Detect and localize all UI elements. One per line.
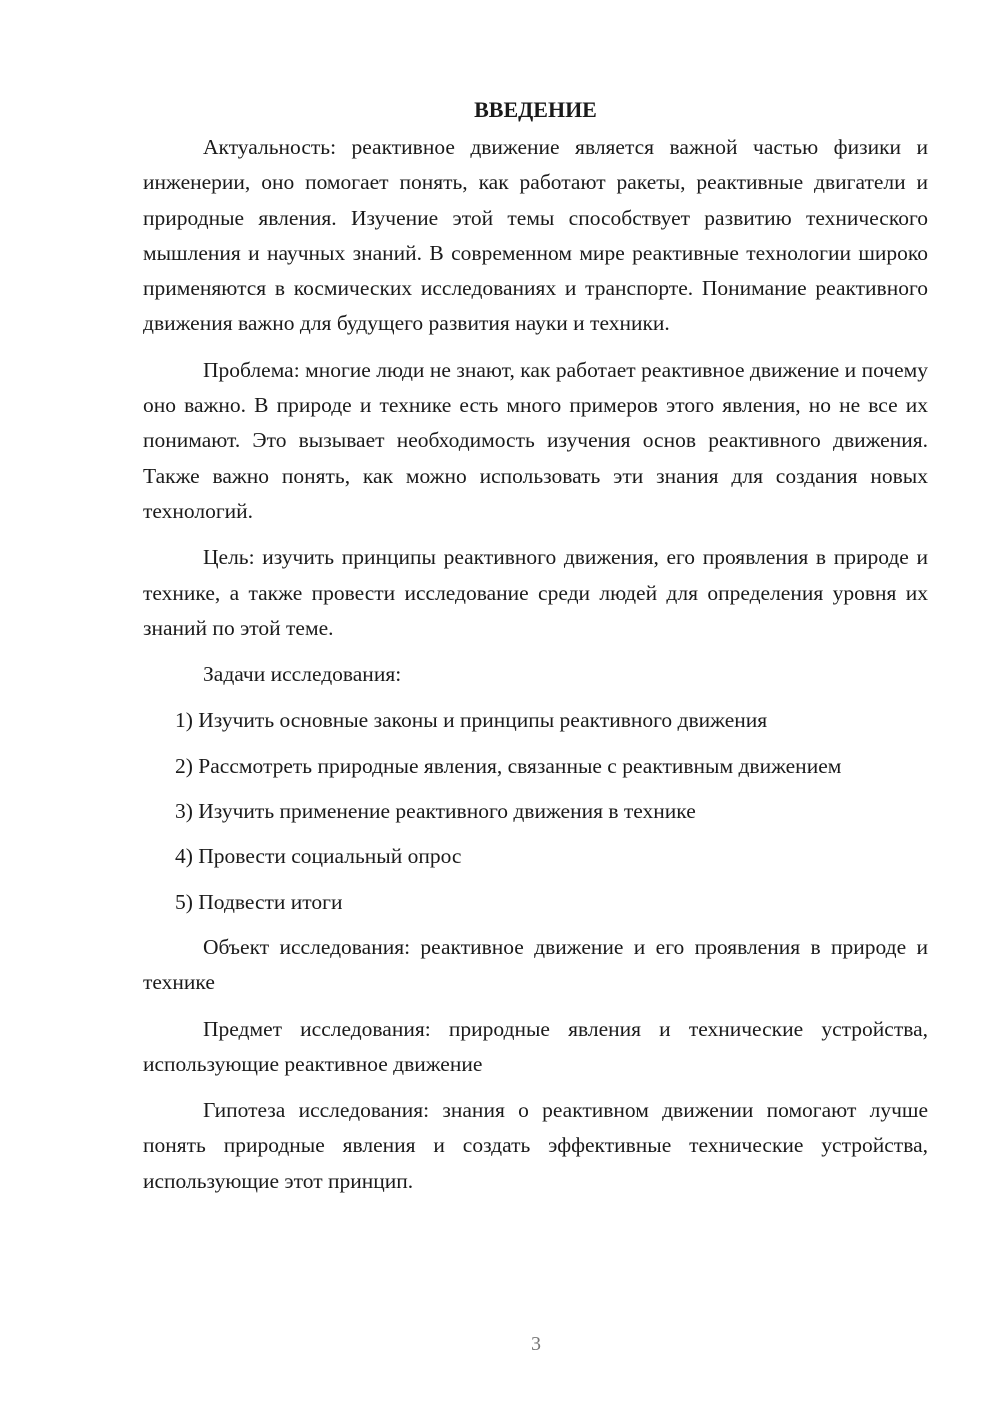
document-body	[143, 92, 928, 1210]
task-item-3: 3) Изучить применение реактивного движения в технике	[175, 799, 696, 824]
task-item-5: 5) Подвести итоги	[175, 889, 343, 914]
task-item-1: 1) Изучить основные законы и принципы реактивного движения	[175, 708, 768, 733]
relevance-paragraph: Актуальность: реактивное движение является важной частью физики и инженерии, оно помогает понять, как работают ракеты, реактивные двигатели и природные явления. Изучение этой темы способствует развитию технического мышления и научных знаний. В современном мире реактивные технологии широко применяются в космических исследованиях и транспорте. Понимание реактивного движения важно для будущего развития науки и техники.	[143, 135, 928, 336]
task-item-2: 2) Рассмотреть природные явления, связанные с реактивным движением	[175, 753, 842, 778]
task-item-4: 4) Провести социальный опрос	[175, 844, 462, 869]
hypothesis-paragraph: Гипотеза исследования: знания о реактивном движении помогают лучше понять природные явления и создать эффективные технические устройства, использующие этот принцип.	[143, 1098, 928, 1193]
object-paragraph: Объект исследования: реактивное движение и его проявления в природе и технике	[143, 934, 928, 995]
tasks-heading: Задачи исследования:	[203, 662, 402, 687]
section-title: ВВЕДЕНИЕ	[474, 97, 597, 122]
subject-paragraph: Предмет исследования: природные явления и технические устройства, использующие реактивное движение	[143, 1016, 928, 1076]
goal-paragraph: Цель: изучить принципы реактивного движения, его проявления в природе и технике, а также провести исследование среди людей для определения уровня их знаний по этой теме.	[143, 545, 928, 640]
problem-paragraph: Проблема: многие люди не знают, как работает реактивное движение и почему оно важно. В природе и технике есть много примеров этого явления, но не все их понимают. Это вызывает необходимость изучения основ реактивного движения. Также важно понять, как можно использовать эти знания для создания новых технологий.	[143, 357, 928, 523]
page-number: 3	[531, 1333, 541, 1355]
